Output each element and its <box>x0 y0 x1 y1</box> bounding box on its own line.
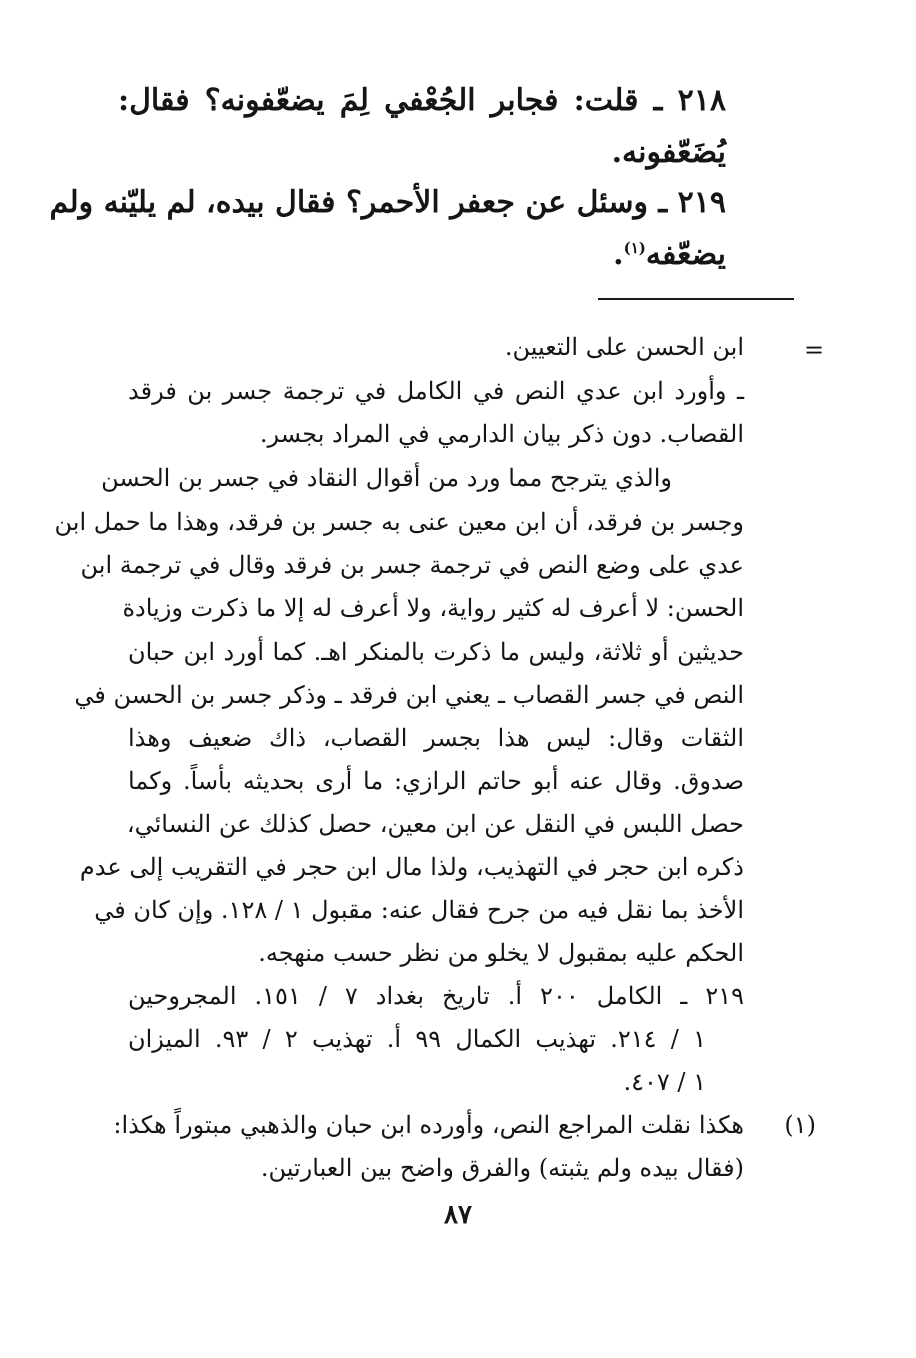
entry-219-line-2-text: يضعّفه <box>645 237 726 272</box>
footnote-line: ـ وأورد ابن عدي النص في الكامل في ترجمة جسر بن فرقد <box>128 377 744 405</box>
footnote-line: ذكره ابن حجر في التهذيب، ولذا مال ابن حجر في التقريب إلى عدم <box>79 853 744 881</box>
footnote-219-line: ١ / ٤٠٧. <box>623 1068 706 1096</box>
footnote-line: حديثين أو ثلاثة، وليس ما ذكرت بالمنكر اهـ. كما أورد ابن حبان <box>128 638 744 666</box>
continuation-mark: = <box>804 336 825 364</box>
footnote-line: عدي على وضع النص في ترجمة جسر بن فرقد وقال في ترجمة ابن <box>80 551 744 579</box>
footnote-219-line: ١ / ٢١٤. تهذيب الكمال ٩٩ أ. تهذيب ٢ / ٩٣. الميزان <box>128 1025 707 1053</box>
footnote-line: الأخذ بما نقل فيه من جرح فقال عنه: مقبول ١ / ١٢٨. وإن كان في <box>94 896 744 924</box>
footnote-line: وجسر بن فرقد، أن ابن معين عنى به جسر بن فرقد، وهذا ما حمل ابن <box>54 508 744 536</box>
footnote-ref-1[interactable]: (١) <box>623 239 646 257</box>
entry-218-line-1: ٢١٨ ـ قلت: فجابر الجُعْفي لِمَ يضعّفونه؟ فقال: <box>118 83 726 118</box>
footnote-line: النص في جسر القصاب ـ يعني ابن فرقد ـ وذكر جسر بن الحسن في <box>74 681 744 709</box>
footnote-line: صدوق. وقال عنه أبو حاتم الرازي: ما أرى بحديثه بأساً. وكما <box>128 767 744 795</box>
footnote-line: والذي يترجح مما ورد من أقوال النقاد في جسر بن الحسن <box>101 464 672 492</box>
entry-219-line-1: ٢١٩ ـ وسئل عن جعفر الأحمر؟ فقال بيده، لم يليّنه ولم <box>49 185 726 220</box>
footnote-separator <box>598 298 794 300</box>
footnote-line: الحكم عليه بمقبول لا يخلو من نظر حسب منهجه. <box>258 939 744 967</box>
footnote-line: الثقات وقال: ليس هذا بجسر القصاب، ذاك ضعيف وهذا <box>128 724 744 752</box>
entry-219-line-2 <box>400 238 726 273</box>
footnote-1-marker: (١) <box>784 1111 816 1139</box>
footnote-1-line: هكذا نقلت المراجع النص، وأورده ابن حبان والذهبي مبتوراً هكذا: <box>113 1111 744 1139</box>
footnote-line: ابن الحسن على التعيين. <box>504 333 744 361</box>
footnote-line: الحسن: لا أعرف له كثير رواية، ولا أعرف له إلا ما ذكرت وزيادة <box>122 594 744 622</box>
footnote-line: القصاب. دون ذكر بيان الدارمي في المراد بجسر. <box>259 420 744 448</box>
footnote-219-line: ٢١٩ ـ الكامل ٢٠٠ أ. تاريخ بغداد ٧ / ١٥١. المجروحين <box>128 982 744 1010</box>
entry-218-line-2: يُضَعّفونه. <box>611 135 726 170</box>
footnote-line: حصل اللبس في النقل عن ابن معين، حصل كذلك عن النسائي، <box>126 810 744 838</box>
page-number: ٨٧ <box>444 1200 472 1230</box>
entry-219-line-2-end: . <box>613 237 624 272</box>
footnote-1-line: (فقال بيده ولم يثبته) والفرق واضح بين العبارتين. <box>260 1154 744 1182</box>
